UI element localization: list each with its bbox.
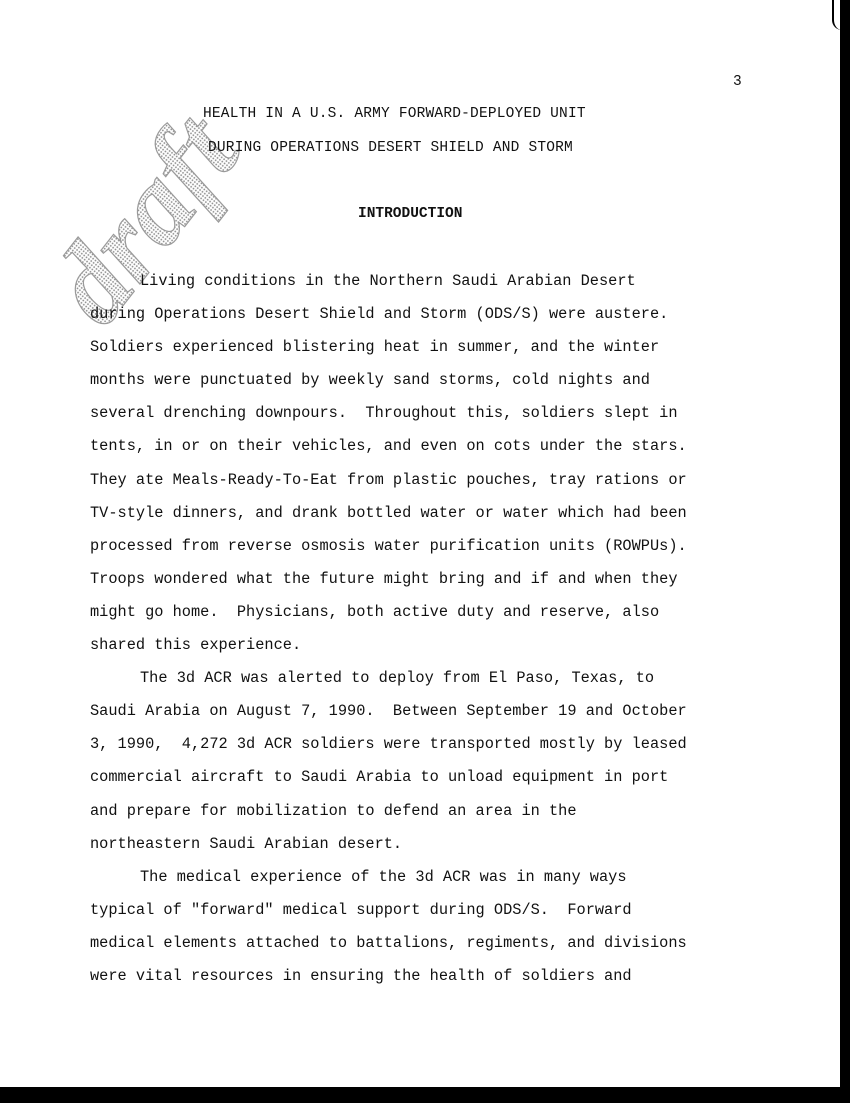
scan-border-right (840, 0, 850, 1103)
text-line: months were punctuated by weekly sand storms, cold nights and (90, 371, 650, 390)
text-line: 3, 1990, 4,272 3d ACR soldiers were transported mostly by leased (90, 735, 687, 754)
text-line: TV-style dinners, and drank bottled water or water which had been (90, 503, 687, 522)
text-line: were vital resources in ensuring the health of soldiers and (90, 966, 632, 985)
text-line: northeastern Saudi Arabian desert. (90, 834, 403, 853)
text-line: processed from reverse osmosis water purification units (ROWPUs). (90, 536, 687, 555)
text-line: Troops wondered what the future might bring and if and when they (90, 569, 678, 588)
text-line: medical elements attached to battalions, regiments, and divisions (90, 933, 687, 952)
text-line: several drenching downpours. Throughout this, soldiers slept in (90, 404, 678, 423)
text-line: The 3d ACR was alerted to deploy from El Paso, Texas, to (140, 669, 655, 688)
text-line: tents, in or on their vehicles, and even on cots under the stars. (90, 437, 687, 456)
text-line: commercial aircraft to Saudi Arabia to unload equipment in port (90, 768, 669, 787)
text-line: shared this experience. (90, 636, 302, 655)
text-line: They ate Meals-Ready-To-Eat from plastic pouches, tray rations or (90, 470, 687, 489)
text-line: and prepare for mobilization to defend an area in the (90, 801, 577, 820)
text-line: Soldiers experienced blistering heat in summer, and the winter (90, 338, 660, 357)
text-line: Saudi Arabia on August 7, 1990. Between September 19 and October (90, 702, 687, 721)
text-line: Living conditions in the Northern Saudi Arabian Desert (140, 272, 636, 290)
page-number: 3 (733, 74, 742, 90)
scan-border-bottom (0, 1087, 850, 1103)
text-line: typical of "forward" medical support during ODS/S. Forward (90, 900, 632, 919)
text-line: might go home. Physicians, both active duty and reserve, also (90, 602, 660, 621)
document-title-line-2: DURING OPERATIONS DESERT SHIELD AND STORM (208, 140, 573, 156)
section-heading: INTRODUCTION (358, 206, 463, 222)
text-line: during Operations Desert Shield and Storm (ODS/S) were austere. (90, 305, 669, 324)
document-title-line-1: HEALTH IN A U.S. ARMY FORWARD-DEPLOYED UNIT (203, 106, 586, 122)
body-text (90, 272, 760, 1000)
svg-text:draft: draft (25, 92, 262, 346)
text-line: The medical experience of the 3d ACR was in many ways (140, 867, 627, 886)
